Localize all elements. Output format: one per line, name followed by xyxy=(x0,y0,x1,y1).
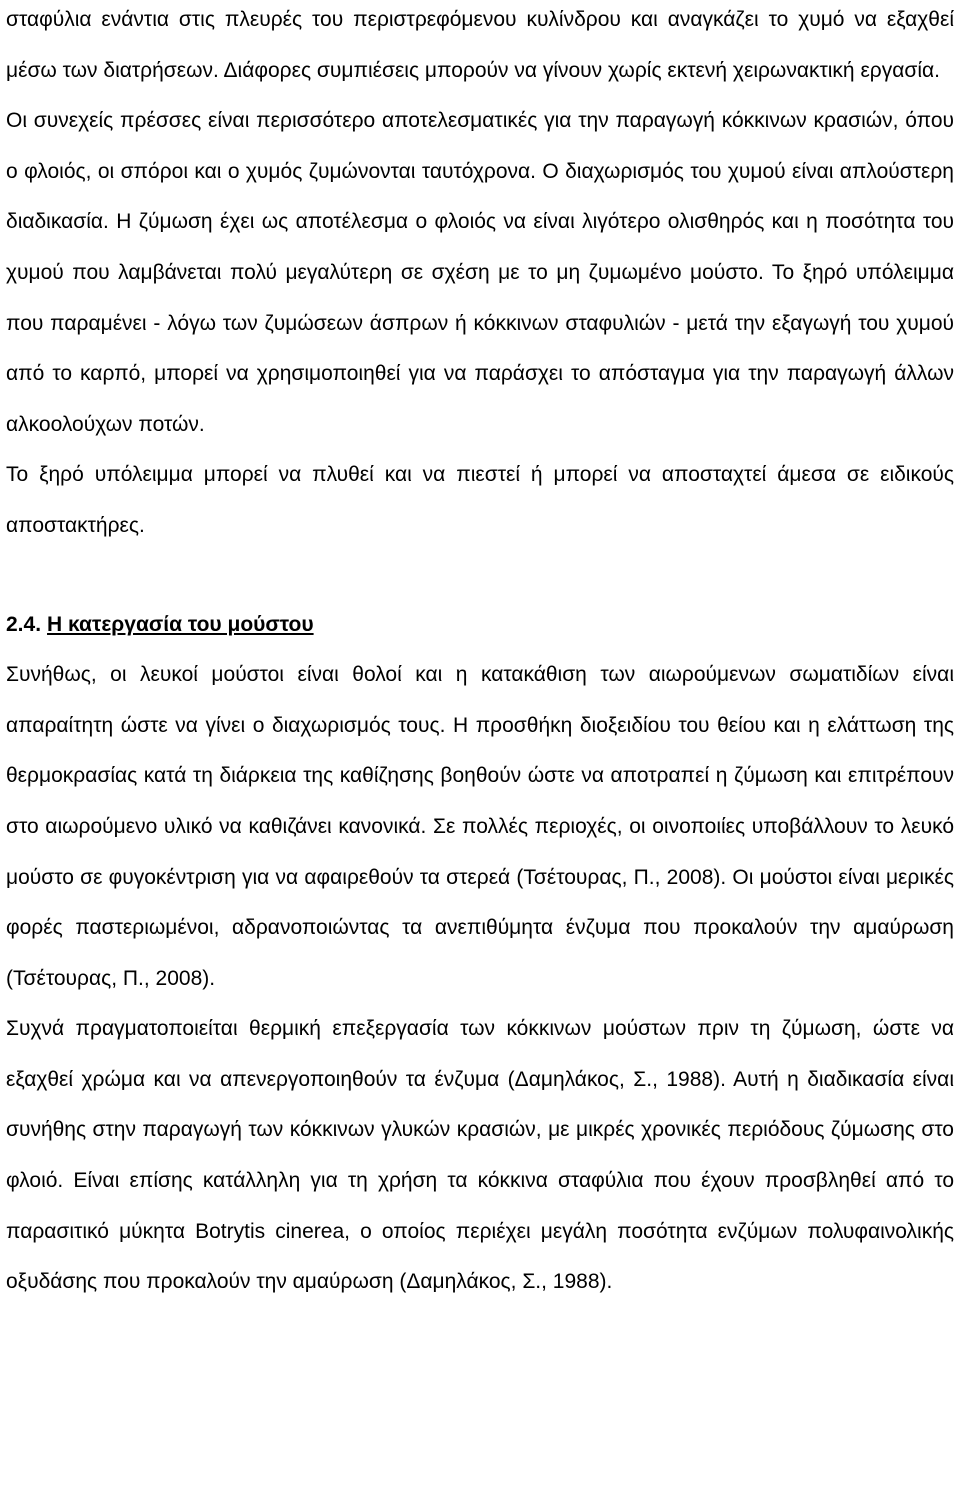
section-number: 2.4. xyxy=(6,612,42,636)
paragraph-continuous-presses: Οι συνεχείς πρέσσες είναι περισσότερο αποτελεσματικές για την παραγωγή κόκκινων κρασιών, όπου ο φλοιός, οι σπόροι και ο χυμός ζυμώνονται ταυτόχρονα. Ο διαχωρισμός του χυμού είναι απλούστερη διαδικασία. Η ζύμωση έχει ως αποτέλεσμα ο φλοιός να είναι λιγότερο ολισθηρός και η ποσότητα του χυμού που λαμβάνεται πολύ μεγαλύτερη σε σχέση με το μη ζυμωμένο μούστο. Το ξηρό υπόλειμμα που παραμένει - λόγω των ζυμώσεων άσπρων ή κόκκινων σταφυλιών - μετά την εξαγωγή του χυμού από το καρπό, μπορεί να χρησιμοποιηθεί για να παράσχει το απόσταγμα για την παραγωγή άλλων αλκοολούχων ποτών. xyxy=(6,109,954,436)
paragraph-white-must: Συνήθως, οι λευκοί μούστοι είναι θολοί και η κατακάθιση των αιωρούμενων σωματιδίων είναι απαραίτητη ώστε να γίνει ο διαχωρισμός τους. Η προσθήκη διοξειδίου του θείου και η ελάττωση της θερμοκρασίας κατά τη διάρκεια της καθίζησης βοηθούν ώστε να αποτραπεί η ζύμωση και επιτρέπουν στο αιωρούμενο υλικό να καθιζάνει κανονικά. Σε πολλές περιοχές, οι οινοποιίες υποβάλλουν το λευκό μούστο σε φυγοκέντριση για να αφαιρεθούν τα στερεά (Τσέτουρας, Π., 2008). Οι μούστοι είναι μερικές φορές παστεριωμένοι, αδρανοποιώντας τα ανεπιθύμητα ένζυμα που προκαλούν την αμαύρωση (Τσέτουρας, Π., 2008). xyxy=(6,663,954,990)
section-heading xyxy=(6,600,954,651)
section-spacer xyxy=(6,552,954,600)
paragraph-continuation: σταφύλια ενάντια στις πλευρές του περιστρεφόμενου κυλίνδρου και αναγκάζει το χυμό να εξαχθεί μέσω των διατρήσεων. Διάφορες συμπιέσεις μπορούν να γίνουν χωρίς εκτενή χειρωνακτική εργασία. xyxy=(6,8,954,82)
section-title: Η κατεργασία του μούστου xyxy=(47,612,314,636)
paragraph-red-must-heating: Συχνά πραγματοποιείται θερμική επεξεργασία των κόκκινων μούστων πριν τη ζύμωση, ώστε να εξαχθεί χρώμα και να απενεργοποιηθούν τα ένζυμα (Δαμηλάκος, Σ., 1988). Αυτή η διαδικασία είναι συνήθης στην παραγωγή των κόκκινων γλυκών κρασιών, με μικρές χρονικές περιόδους ζύμωσης στο φλοιό. Είναι επίσης κατάλληλη για τη χρήση τα κόκκινα σταφύλια που έχουν προσβληθεί από το παρασιτικό μύκητα Botrytis cinerea, ο οποίος περιέχει μεγάλη ποσότητα ενζύμων πολυφαινολικής οξυδάσης που προκαλούν την αμαύρωση (Δαμηλάκος, Σ., 1988). xyxy=(6,1017,954,1294)
paragraph-dry-residue: Το ξηρό υπόλειμμα μπορεί να πλυθεί και να πιεστεί ή μπορεί να αποσταχτεί άμεσα σε ειδικούς αποστακτήρες. xyxy=(6,463,954,537)
document-page xyxy=(6,0,954,1308)
